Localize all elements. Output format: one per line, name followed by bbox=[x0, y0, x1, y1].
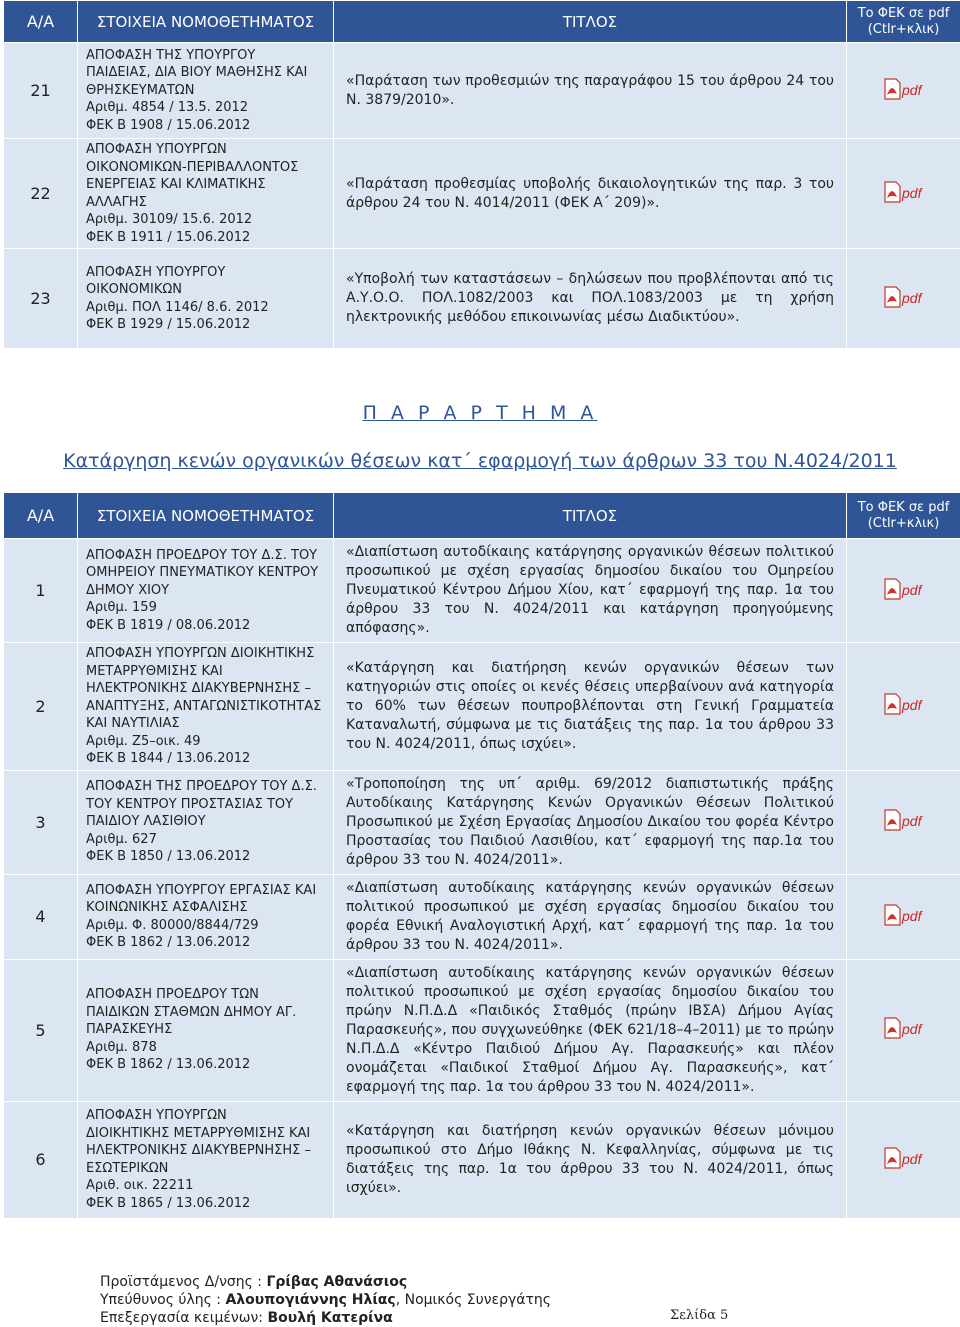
table-row bbox=[4, 43, 960, 139]
legislation-title: «Κατάργηση και διατήρηση κενών οργανικών θέσεων των κατηγοριών στις οποίες οι κενές θέσεις υπερβαίνουν ανά κατηγορία το 60% των θέσεων πουπροβλέπονται στη Γενική Γραμματεία Καταναλωτή, σύμφωνα με τις διατάξεις της παρ. 1α του άρθρου 33 του Ν. 4024/2011, όπως ισχύει». bbox=[334, 643, 847, 771]
legislation-line: Αριθ. οικ. 22211 bbox=[86, 1177, 327, 1195]
legislation-line: ΑΠΟΦΑΣΗ ΥΠΟΥΡΓΩΝ bbox=[86, 1107, 327, 1125]
legislation-details bbox=[78, 1101, 334, 1218]
fek-pdf-cell bbox=[847, 770, 960, 874]
legislation-line: ΘΡΗΣΚΕΥΜΑΤΩΝ bbox=[86, 82, 327, 100]
header-stoixeia: ΣΤΟΙΧΕΙΑ ΝΟΜΟΘΕΤΗΜΑΤΟΣ bbox=[78, 493, 334, 539]
legislation-line: Αριθμ. Φ. 80000/8844/729 bbox=[86, 917, 327, 935]
legislation-line: ΕΣΩΤΕΡΙΚΩΝ bbox=[86, 1160, 327, 1178]
header-titlos: ΤΙΤΛΟΣ bbox=[334, 1, 847, 43]
legislation-line: ΦΕΚ Β 1865 / 13.06.2012 bbox=[86, 1195, 327, 1213]
legislation-line: ΑΠΟΦΑΣΗ ΥΠΟΥΡΓΟΥ ΕΡΓΑΣΙΑΣ ΚΑΙ bbox=[86, 882, 327, 900]
legislation-line: ΕΝΕΡΓΕΙΑΣ ΚΑΙ ΚΛΙΜΑΤΙΚΗΣ bbox=[86, 176, 327, 194]
svg-text:pdf: pdf bbox=[901, 185, 924, 201]
legislation-table-top bbox=[3, 0, 960, 349]
legislation-title: «Κατάργηση και διατήρηση κενών οργανικών θέσεων μόνιμου προσωπικού στο Δήμο Ιθάκης Ν. Κεφαλληνίας, σύμφωνα με τις διατάξεις της παρ. 1α του άρθρου 33 του Ν. 4024/2011, όπως ισχύει». bbox=[334, 1101, 847, 1218]
pdf-link-icon[interactable] bbox=[884, 286, 924, 308]
header-fek-pdf: Το ΦΕΚ σε pdf (Ctlr+κλικ) bbox=[847, 493, 960, 539]
appendix-title: Π Α Ρ Α Ρ Τ Η Μ Α bbox=[0, 402, 960, 424]
svg-text:pdf: pdf bbox=[901, 582, 924, 598]
pdf-link-icon[interactable] bbox=[884, 78, 924, 100]
pdf-link-icon[interactable] bbox=[884, 181, 924, 203]
legislation-title: «Παράταση προθεσμίας υποβολής δικαιολογητικών της παρ. 3 του άρθρου 24 του Ν. 4014/2011 (ΦΕΚ Α΄ 209)». bbox=[334, 139, 847, 249]
legislation-title: «Διαπίστωση αυτοδίκαιης κατάργησης κενών οργανικών θέσεων πολιτικού προσωπικού με σχέση εργασίας δημοσίου δικαίου του φορέα Εθνική Αναλογιστική Αρχή, κατ΄ εφαρμογή της παρ. 1α του άρθρου 33 του Ν. 4024/2011». bbox=[334, 874, 847, 959]
row-number: 2 bbox=[4, 643, 78, 771]
row-number: 22 bbox=[4, 139, 78, 249]
footer-line-responsible: Υπεύθυνος ύλης : Αλουπογιάννης Ηλίας, Νομικός Συνεργάτης bbox=[100, 1291, 860, 1309]
row-number: 6 bbox=[4, 1101, 78, 1218]
legislation-details bbox=[78, 139, 334, 249]
legislation-line: ΑΠΟΦΑΣΗ ΠΡΟΕΔΡΟΥ ΤΟΥ Δ.Σ. ΤΟΥ bbox=[86, 547, 327, 565]
legislation-line: ΦΕΚ Β 1819 / 08.06.2012 bbox=[86, 617, 327, 635]
svg-text:pdf: pdf bbox=[901, 1151, 924, 1167]
legislation-title: «Παράταση των προθεσμιών της παραγράφου 15 του άρθρου 24 του Ν. 3879/2010». bbox=[334, 43, 847, 139]
legislation-details bbox=[78, 874, 334, 959]
pdf-link-icon[interactable] bbox=[884, 578, 924, 600]
legislation-line: ΦΕΚ Β 1862 / 13.06.2012 bbox=[86, 934, 327, 952]
footer-line-editor: Επεξεργασία κειμένων: Βουλή Κατερίνα bbox=[100, 1309, 860, 1327]
legislation-title: «Υποβολή των καταστάσεων – δηλώσεων που προβλέπονται από τις Α.Υ.Ο.Ο. ΠΟΛ.1082/2003 και ΠΟΛ.1083/2003 με τη χρήση ηλεκτρονικής μεθόδου επικοινωνίας μέσω Διαδικτύου». bbox=[334, 249, 847, 349]
fek-pdf-cell bbox=[847, 874, 960, 959]
legislation-details bbox=[78, 770, 334, 874]
appendix-subtitle: Κατάργηση κενών οργανικών θέσεων κατ΄ εφαρμογή των άρθρων 33 του Ν.4024/2011 bbox=[0, 450, 960, 472]
director-name: Γρίβας Αθανάσιος bbox=[266, 1274, 407, 1290]
fek-pdf-cell bbox=[847, 1101, 960, 1218]
footer bbox=[100, 1273, 860, 1327]
table-row bbox=[4, 139, 960, 249]
legislation-title: «Διαπίστωση αυτοδίκαιης κατάργησης κενών οργανικών θέσεων πολιτικού προσωπικού με σχέση εργασίας δημοσίου δικαίου του πρώην Ν.Π.Δ.Δ «Παιδικός Σταθμός (πρώην ΙΒΣΑ) Δήμου Αγίας Παρασκευής», που συγχωνεύθηκε (ΦΕΚ 621/18–4–2011) με το πρώην Ν.Π.Δ.Δ «Κέντρο Παιδιού Δήμου Αγ. Παρασκευής» και πλέον ονομάζεται «Παιδικοί Σταθμοί Δήμου Αγ. Παρασκευής», κατ΄ εφαρμογή της παρ. 1α του άρθρου 33 του Ν. 4024/2011». bbox=[334, 959, 847, 1101]
fek-pdf-cell bbox=[847, 43, 960, 139]
legislation-details bbox=[78, 43, 334, 139]
legislation-title: «Τροποποίηση της υπ΄ αριθμ. 69/2012 διαπιστωτικής πράξης Αυτοδίκαιης Κατάργησης Κενών Οργανικών Θέσεων Πολιτικού Προσωπικού με Σχέση Εργασίας Δημοσίου Δικαίου του φορέα Κέντρο Προστασίας του Παιδιού Λασιθίου, κατ΄ εφαρμογή της παρ.1α του άρθρου 33 του Ν. 4024/2011». bbox=[334, 770, 847, 874]
fek-pdf-cell bbox=[847, 959, 960, 1101]
header-stoixeia: ΣΤΟΙΧΕΙΑ ΝΟΜΟΘΕΤΗΜΑΤΟΣ bbox=[78, 1, 334, 43]
pdf-link-icon[interactable] bbox=[884, 693, 924, 715]
legislation-line: ΤΟΥ ΚΕΝΤΡΟΥ ΠΡΟΣΤΑΣΙΑΣ ΤΟΥ bbox=[86, 796, 327, 814]
svg-text:pdf: pdf bbox=[901, 813, 924, 829]
legislation-details bbox=[78, 959, 334, 1101]
legislation-line: ΦΕΚ Β 1850 / 13.06.2012 bbox=[86, 848, 327, 866]
legislation-details bbox=[78, 643, 334, 771]
legislation-line: ΑΠΟΦΑΣΗ ΥΠΟΥΡΓΩΝ bbox=[86, 141, 327, 159]
legislation-line: ΦΕΚ Β 1929 / 15.06.2012 bbox=[86, 316, 327, 334]
header-aa: Α/Α bbox=[4, 493, 78, 539]
legislation-line: ΠΑΙΔΙΚΩΝ ΣΤΑΘΜΩΝ ΔΗΜΟΥ ΑΓ. bbox=[86, 1004, 327, 1022]
legislation-line: ΠΑΙΔΕΙΑΣ, ΔΙΑ ΒΙΟΥ ΜΑΘΗΣΗΣ ΚΑΙ bbox=[86, 64, 327, 82]
svg-text:pdf: pdf bbox=[901, 82, 924, 98]
svg-text:pdf: pdf bbox=[901, 908, 924, 924]
legislation-line: Αριθμ. 30109/ 15.6. 2012 bbox=[86, 211, 327, 229]
fek-pdf-cell bbox=[847, 643, 960, 771]
row-number: 23 bbox=[4, 249, 78, 349]
legislation-line: ΑΠΟΦΑΣΗ ΥΠΟΥΡΓΟΥ bbox=[86, 264, 327, 282]
page-number: Σελίδα 5 bbox=[670, 1308, 728, 1323]
legislation-line: ΦΕΚ Β 1844 / 13.06.2012 bbox=[86, 750, 327, 768]
legislation-line: Αριθμ. 4854 / 13.5. 2012 bbox=[86, 99, 327, 117]
header-aa: Α/Α bbox=[4, 1, 78, 43]
legislation-details bbox=[78, 539, 334, 643]
legislation-line: ΚΑΙ ΝΑΥΤΙΛΙΑΣ bbox=[86, 715, 327, 733]
row-number: 1 bbox=[4, 539, 78, 643]
legislation-line: ΔΗΜΟΥ ΧΙΟΥ bbox=[86, 582, 327, 600]
legislation-line: ΟΜΗΡΕΙΟΥ ΠΝΕΥΜΑΤΙΚΟΥ ΚΕΝΤΡΟΥ bbox=[86, 564, 327, 582]
svg-text:pdf: pdf bbox=[901, 290, 924, 306]
fek-pdf-cell bbox=[847, 539, 960, 643]
row-number: 21 bbox=[4, 43, 78, 139]
legislation-line: ΑΠΟΦΑΣΗ ΤΗΣ ΥΠΟΥΡΓΟΥ bbox=[86, 47, 327, 65]
legislation-line: ΦΕΚ Β 1911 / 15.06.2012 bbox=[86, 229, 327, 247]
table-row bbox=[4, 249, 960, 349]
legislation-line: ΟΙΚΟΝΟΜΙΚΩΝ bbox=[86, 281, 327, 299]
legislation-line: ΦΕΚ Β 1908 / 15.06.2012 bbox=[86, 117, 327, 135]
legislation-line: ΑΝΑΠΤΥΞΗΣ, ΑΝΤΑΓΩΝΙΣΤΙΚΟΤΗΤΑΣ bbox=[86, 698, 327, 716]
table-row bbox=[4, 874, 960, 959]
legislation-line: ΗΛΕΚΤΡΟΝΙΚΗΣ ΔΙΑΚΥΒΕΡΝΗΣΗΣ – bbox=[86, 680, 327, 698]
legislation-line: Αριθμ. Ζ5–οικ. 49 bbox=[86, 733, 327, 751]
legislation-line: ΠΑΙΔΙΟΥ ΛΑΣΙΘΙΟΥ bbox=[86, 813, 327, 831]
pdf-link-icon[interactable] bbox=[884, 1017, 924, 1039]
pdf-link-icon[interactable] bbox=[884, 1147, 924, 1169]
table-row bbox=[4, 770, 960, 874]
legislation-line: ΜΕΤΑΡΡΥΘΜΙΣΗΣ ΚΑΙ bbox=[86, 663, 327, 681]
table-row bbox=[4, 539, 960, 643]
legislation-line: Αριθμ. ΠΟΛ 1146/ 8.6. 2012 bbox=[86, 299, 327, 317]
svg-text:pdf: pdf bbox=[901, 697, 924, 713]
fek-pdf-cell bbox=[847, 249, 960, 349]
pdf-link-icon[interactable] bbox=[884, 904, 924, 926]
row-number: 4 bbox=[4, 874, 78, 959]
legislation-table-appendix bbox=[3, 492, 960, 1219]
legislation-line: ΠΑΡΑΣΚΕΥΗΣ bbox=[86, 1021, 327, 1039]
table-row bbox=[4, 959, 960, 1101]
legislation-line: ΑΠΟΦΑΣΗ ΤΗΣ ΠΡΟΕΔΡΟΥ ΤΟΥ Δ.Σ. bbox=[86, 778, 327, 796]
table-row bbox=[4, 1101, 960, 1218]
fek-pdf-cell bbox=[847, 139, 960, 249]
header-fek-pdf: Το ΦΕΚ σε pdf (Ctlr+κλικ) bbox=[847, 1, 960, 43]
footer-line-director: Προϊστάμενος Δ/νσης : Γρίβας Αθανάσιος bbox=[100, 1273, 860, 1291]
legislation-line: ΑΠΟΦΑΣΗ ΠΡΟΕΔΡΟΥ ΤΩΝ bbox=[86, 986, 327, 1004]
row-number: 5 bbox=[4, 959, 78, 1101]
legislation-line: Αριθμ. 878 bbox=[86, 1039, 327, 1057]
editor-name: Βουλή Κατερίνα bbox=[267, 1310, 392, 1326]
legislation-line: Αριθμ. 159 bbox=[86, 599, 327, 617]
legislation-line: Αριθμ. 627 bbox=[86, 831, 327, 849]
legislation-line: ΑΠΟΦΑΣΗ ΥΠΟΥΡΓΩΝ ΔΙΟΙΚΗΤΙΚΗΣ bbox=[86, 645, 327, 663]
responsible-name: Αλουπογιάννης Ηλίας bbox=[225, 1292, 395, 1308]
legislation-details bbox=[78, 249, 334, 349]
legislation-line: ΟΙΚΟΝΟΜΙΚΩΝ-ΠΕΡΙΒΑΛΛΟΝΤΟΣ bbox=[86, 159, 327, 177]
legislation-line: ΔΙΟΙΚΗΤΙΚΗΣ ΜΕΤΑΡΡΥΘΜΙΣΗΣ ΚΑΙ bbox=[86, 1125, 327, 1143]
pdf-link-icon[interactable] bbox=[884, 809, 924, 831]
legislation-line: ΗΛΕΚΤΡΟΝΙΚΗΣ ΔΙΑΚΥΒΕΡΝΗΣΗΣ – bbox=[86, 1142, 327, 1160]
header-titlos: ΤΙΤΛΟΣ bbox=[334, 493, 847, 539]
row-number: 3 bbox=[4, 770, 78, 874]
legislation-title: «Διαπίστωση αυτοδίκαιης κατάργησης οργανικών θέσεων πολιτικού προσωπικού με σχέση εργασίας δημοσίου δικαίου του Ομηρείου Πνευματικού Κέντρου Δήμου Χίου, κατ΄ εφαρμογή της παρ. 1α του άρθρου 33 του Ν. 4024/2011 και κατάργηση προηγούμενης απόφασης». bbox=[334, 539, 847, 643]
legislation-line: ΚΟΙΝΩΝΙΚΗΣ ΑΣΦΑΛΙΣΗΣ bbox=[86, 899, 327, 917]
legislation-line: ΦΕΚ Β 1862 / 13.06.2012 bbox=[86, 1056, 327, 1074]
svg-text:pdf: pdf bbox=[901, 1021, 924, 1037]
table-row bbox=[4, 643, 960, 771]
legislation-line: ΑΛΛΑΓΗΣ bbox=[86, 194, 327, 212]
